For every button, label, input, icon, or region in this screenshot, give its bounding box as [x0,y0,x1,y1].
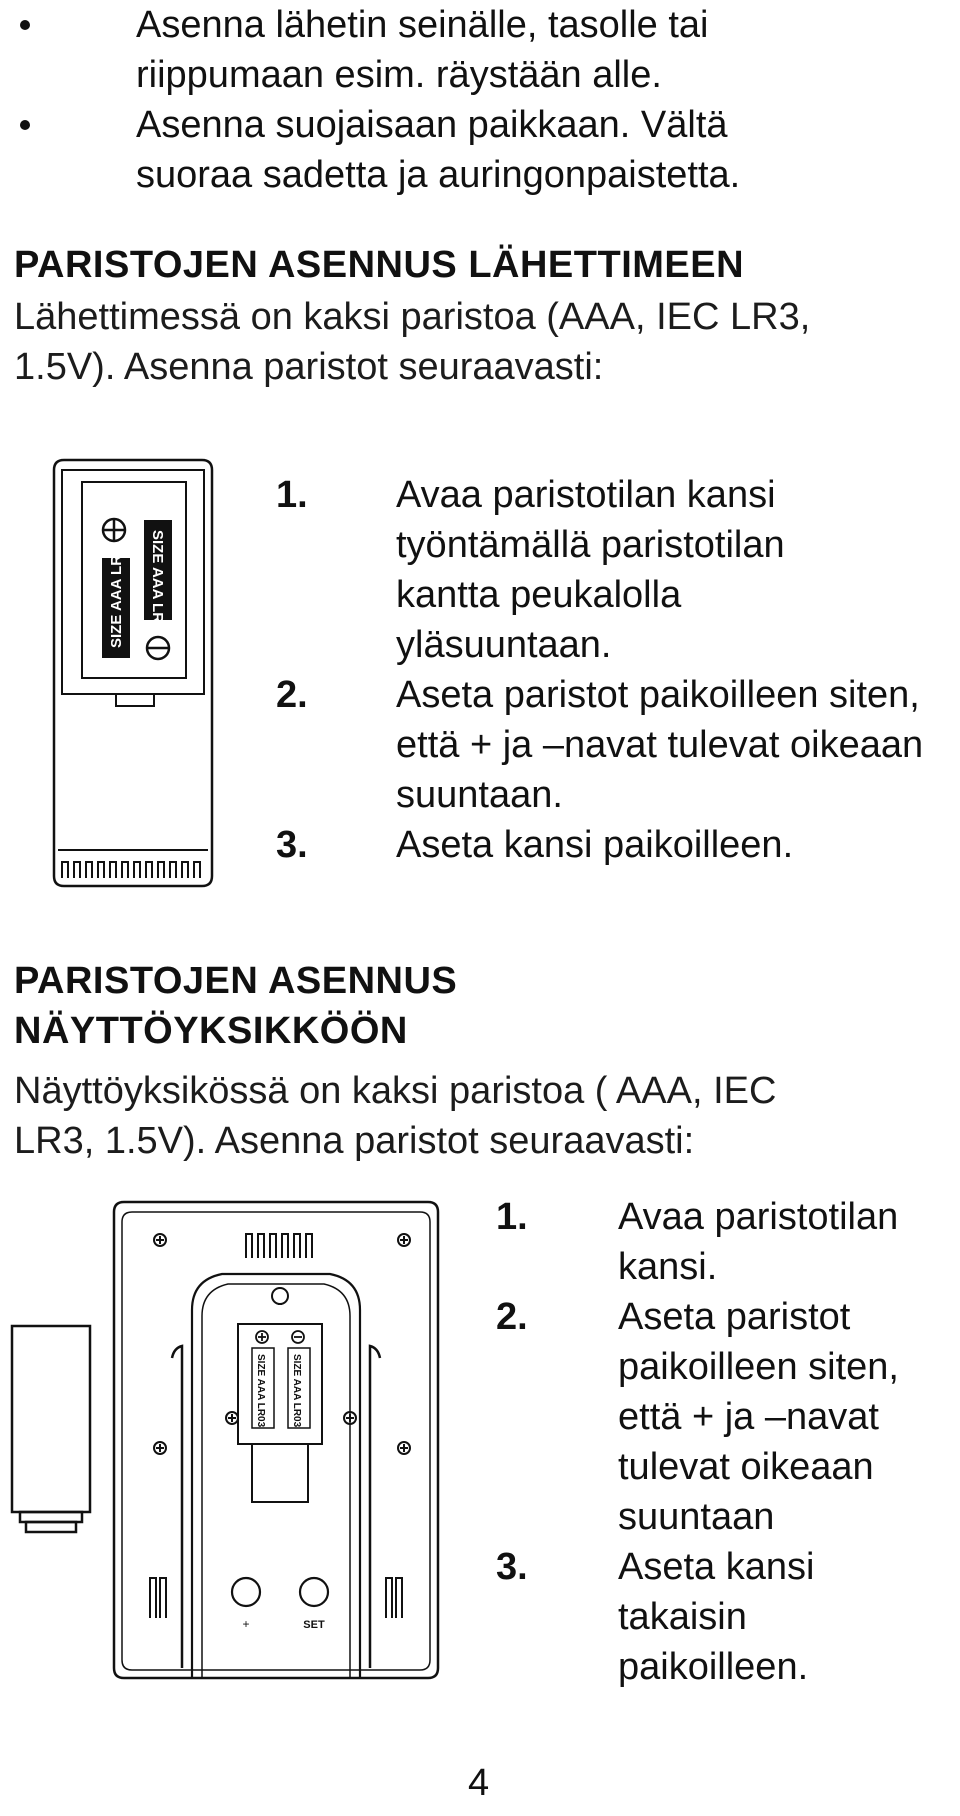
transmitter-illustration [48,458,218,896]
grip-ridges [62,862,200,878]
step-text: työntämällä paristotilan [396,524,785,566]
bullet-2-line1: Asenna suojaisaan paikkaan. Vältä [136,104,728,146]
battery-icon [288,1331,310,1428]
section2-heading-line1: PARISTOJEN ASENNUS [14,960,458,1002]
page-number: 4 [468,1762,490,1804]
step-text: tulevat oikeaan [618,1446,874,1488]
battery-icon [144,520,172,659]
battery-icon [102,519,130,658]
svg-text:SIZE AAA LR03: SIZE AAA LR03 [255,1354,266,1428]
svg-text:+: + [242,1617,250,1631]
step-text: Aseta paristot [618,1296,851,1338]
display-unit-illustration [6,1198,444,1718]
battery-icon [252,1331,274,1428]
section1-intro-line2: 1.5V). Asenna paristot seuraavasti: [14,346,604,388]
svg-text:SIZE AAA LR03: SIZE AAA LR03 [291,1354,302,1428]
step-number: 3. [276,824,308,866]
step-text: takaisin [618,1596,747,1638]
set-button [300,1578,328,1631]
step-text: kansi. [618,1246,718,1288]
step-text: Avaa paristotilan kansi [396,474,776,516]
step-text: että + ja –navat tulevat oikeaan [396,724,924,766]
step-number: 1. [496,1196,528,1238]
step-number: 1. [276,474,308,516]
plus-button [232,1578,260,1631]
step-text: suuntaan. [396,774,563,816]
step-text: kantta peukalolla [396,574,682,616]
svg-text:SIZE AAA LR03: SIZE AAA LR03 [149,530,166,640]
section2-intro-line1: Näyttöyksikössä on kaksi paristoa ( AAA, IEC [14,1070,777,1112]
svg-text:SET: SET [303,1619,325,1631]
step-text: Aseta kansi paikoilleen. [396,824,794,866]
step-text: yläsuuntaan. [396,624,612,666]
step-number: 2. [496,1296,528,1338]
step-text: paikoilleen siten, [618,1346,899,1388]
step-text: että + ja –navat [618,1396,879,1438]
bullet-dot [20,120,30,130]
step-number: 3. [496,1546,528,1588]
svg-text:SIZE AAA LR03: SIZE AAA LR03 [108,538,125,648]
step-text: Aseta paristot paikoilleen siten, [396,674,920,716]
vent-grille [246,1234,312,1258]
section1-intro-line1: Lähettimessä on kaksi paristoa (AAA, IEC LR3, [14,296,811,338]
step-number: 2. [276,674,308,716]
bullet-dot [20,20,30,30]
section2-heading-line2: NÄYTTÖYKSIKKÖÖN [14,1010,408,1052]
section2-intro-line2: LR3, 1.5V). Asenna paristot seuraavasti: [14,1120,695,1162]
bullet-2-line2: suoraa sadetta ja auringonpaistetta. [136,154,741,196]
step-text: Avaa paristotilan [618,1196,899,1238]
bullet-1-line2: riippumaan esim. räystään alle. [136,54,662,96]
section1-heading: PARISTOJEN ASENNUS LÄHETTIMEEN [14,244,745,286]
battery-cover [12,1326,90,1532]
step-text: paikoilleen. [618,1646,809,1688]
step-text: Aseta kansi [618,1546,815,1588]
bullet-1-line1: Asenna lähetin seinälle, tasolle tai [136,4,709,46]
step-text: suuntaan [618,1496,775,1538]
side-vents [150,1578,402,1618]
